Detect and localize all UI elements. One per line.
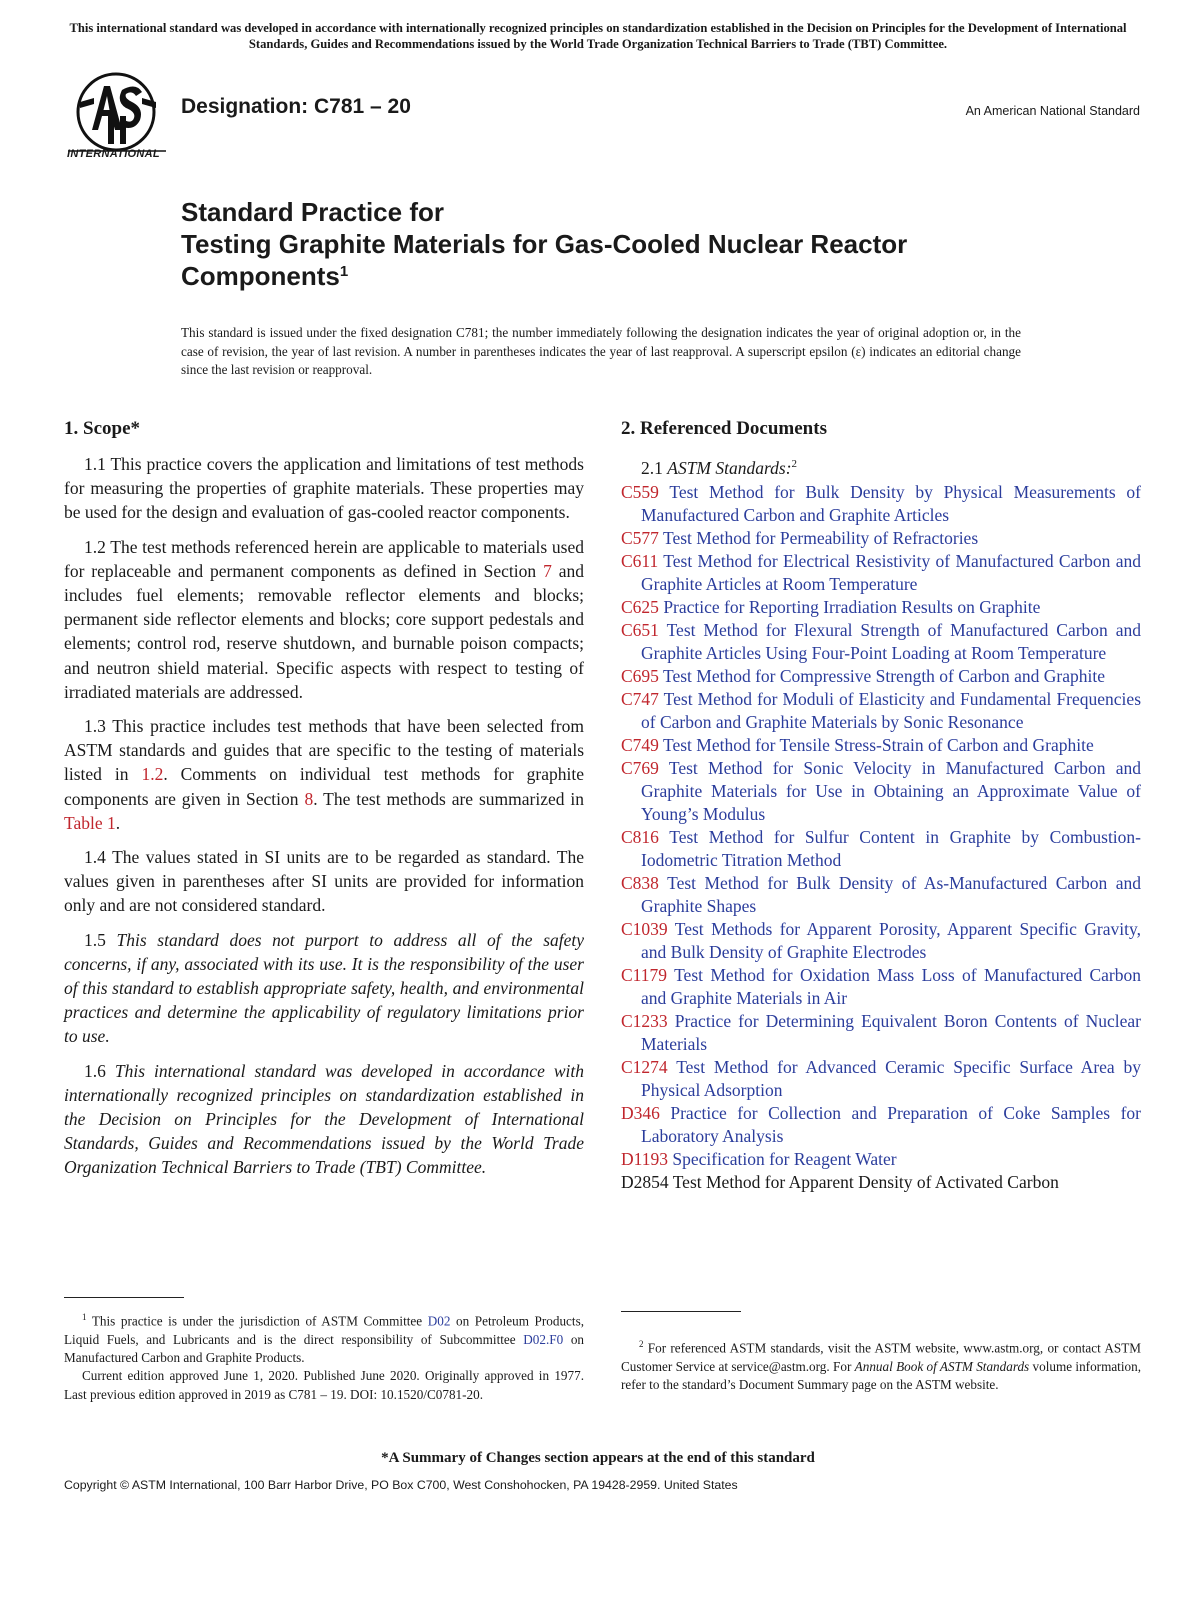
reference-title[interactable]: Test Method for Electrical Resistivity of Manufactured Carbon and Graphite Articles at Room Temperature bbox=[641, 550, 1142, 594]
reference-code[interactable]: C769 bbox=[621, 757, 659, 778]
para-number: 1.2 bbox=[84, 536, 106, 557]
scope-para-1-4 bbox=[64, 845, 584, 918]
para-text: . Comments on individual test methods for graphite components are given in Section bbox=[64, 764, 584, 809]
reference-item[interactable] bbox=[621, 1056, 1141, 1102]
para-text: . The test methods are summarized in bbox=[313, 788, 585, 809]
para-text: This practice covers the application and limitations of test methods for measuring the properties of graphite materials. These properties may be used for the design and evaluation of gas-cooled reactor components. bbox=[64, 454, 584, 523]
scope-para-1-2 bbox=[64, 535, 584, 704]
document-title bbox=[181, 196, 1081, 292]
footnote-rule bbox=[621, 1311, 741, 1312]
reference-item[interactable] bbox=[621, 872, 1141, 918]
reference-title[interactable]: Test Method for Sulfur Content in Graphite by Combustion-Iodometric Titration Method bbox=[641, 826, 1141, 870]
para-number: 2.1 bbox=[641, 457, 663, 478]
para-number: 1.1 bbox=[84, 454, 106, 474]
right-column bbox=[621, 418, 1141, 1194]
reference-title[interactable]: Test Method for Moduli of Elasticity and Fundamental Frequencies of Carbon and Graphite Materials by Sonic Resonance bbox=[641, 688, 1142, 732]
reference-item[interactable] bbox=[621, 596, 1141, 619]
reference-code[interactable]: C559 bbox=[621, 481, 659, 502]
footnote-text: on Manufactured Carbon and Graphite Products. bbox=[64, 1331, 585, 1365]
title-line-3-text: Components bbox=[181, 261, 340, 291]
footnote-rule bbox=[64, 1297, 184, 1298]
reference-code[interactable]: C816 bbox=[621, 826, 659, 847]
reference-item[interactable] bbox=[621, 734, 1141, 757]
reference-code[interactable]: C651 bbox=[621, 619, 659, 640]
reference-title[interactable]: Test Method for Flexural Strength of Manufactured Carbon and Graphite Articles Using Four-Point Loading at Room Temperature bbox=[641, 619, 1142, 663]
reference-code[interactable]: C1039 bbox=[621, 918, 668, 939]
reference-item[interactable] bbox=[621, 918, 1141, 964]
reference-title[interactable]: Test Method for Advanced Ceramic Specific Surface Area by Physical Adsorption bbox=[641, 1056, 1141, 1100]
reference-code[interactable]: C611 bbox=[621, 550, 659, 571]
reference-code[interactable]: D346 bbox=[621, 1102, 660, 1123]
para-text: This standard does not purport to address all of the safety concerns, if any, associated with its use. It is the responsibility of the user of this standard to establish appropriate safety, health, and environmental practices and determine the applicability of regulatory limitations prior to use. bbox=[64, 929, 585, 1047]
top-notice: This international standard was developed in accordance with internationally recognized principles on standardization established in the Decision on Principles for the Development of International Standards, Guides and Recommendations issued by the World Trade Organization Technical Barriers to Trade (TBT) Committee. bbox=[69, 21, 1127, 51]
footnote-2-text bbox=[621, 1335, 1141, 1394]
para-text: The values stated in SI units are to be regarded as standard. The values given in parentheses after SI units are provided for information only and are not considered standard. bbox=[64, 847, 584, 916]
para-number: 1.6 bbox=[84, 1060, 106, 1081]
reference-title[interactable]: Test Methods for Apparent Porosity, Apparent Specific Gravity, and Bulk Density of Graphite Electrodes bbox=[641, 918, 1141, 962]
reference-item[interactable] bbox=[621, 1010, 1141, 1056]
title-line-1: Standard Practice for bbox=[181, 197, 444, 227]
section-1-2-link[interactable]: 1.2 bbox=[141, 764, 164, 785]
astm-logo bbox=[64, 72, 170, 168]
footnote-text: This practice is under the jurisdiction of ASTM Committee bbox=[86, 1313, 428, 1329]
footnote-text: volume information, refer to the standard’s Document Summary page on the ASTM website. bbox=[621, 1358, 1141, 1392]
reference-item[interactable] bbox=[621, 1148, 1141, 1171]
reference-title[interactable]: Practice for Reporting Irradiation Results on Graphite bbox=[663, 596, 1041, 617]
left-column bbox=[64, 418, 584, 1190]
reference-item[interactable] bbox=[621, 527, 1141, 550]
designation: Designation: C781 – 20 bbox=[181, 95, 411, 118]
reference-code[interactable]: D1193 bbox=[621, 1148, 668, 1169]
para-text: This practice includes test methods that have been selected from ASTM standards and guides that are specific to the testing of materials listed in bbox=[64, 716, 584, 785]
scope-para-1-3 bbox=[64, 714, 584, 835]
section-7-link[interactable]: 7 bbox=[543, 560, 552, 581]
reference-title[interactable]: Test Method for Oxidation Mass Loss of Manufactured Carbon and Graphite Materials in Air bbox=[641, 964, 1142, 1008]
reference-code[interactable]: C749 bbox=[621, 734, 659, 755]
para-text: The test methods referenced herein are applicable to materials used for replaceable and permanent components as defined in Section bbox=[64, 536, 585, 581]
para-number: 1.5 bbox=[84, 929, 106, 950]
summary-of-changes-note: *A Summary of Changes section appears at the end of this standard bbox=[381, 1450, 815, 1466]
reference-code[interactable]: D2854 bbox=[621, 1171, 669, 1192]
reference-title[interactable]: Test Method for Permeability of Refractories bbox=[663, 527, 979, 548]
subheading-label: ASTM Standards: bbox=[667, 457, 792, 478]
reference-title[interactable]: Test Method for Apparent Density of Activated Carbon bbox=[672, 1171, 1059, 1192]
reference-item[interactable] bbox=[621, 481, 1141, 527]
reference-title[interactable]: Practice for Determining Equivalent Boron Contents of Nuclear Materials bbox=[641, 1010, 1141, 1054]
section-8-link[interactable]: 8 bbox=[304, 788, 314, 809]
title-line-3 bbox=[181, 260, 1081, 292]
issuance-statement: This standard is issued under the fixed designation C781; the number immediately following the designation indicates the year of original adoption or, in the case of revision, the year of last revision. A number in parentheses indicates the year of last reapproval. A superscript epsilon (ε) indicates an editorial change since the last revision or reapproval. bbox=[181, 325, 1021, 377]
footnote-text: on Petroleum Products, Liquid Fuels, and Lubricants and is the direct responsibility of Subcommittee bbox=[64, 1313, 584, 1347]
reference-title[interactable]: Specification for Reagent Water bbox=[672, 1148, 897, 1169]
reference-list bbox=[621, 481, 1141, 1194]
logo-wordmark: INTERNATIONAL bbox=[67, 148, 160, 160]
reference-code[interactable]: C577 bbox=[621, 527, 659, 548]
scope-para-1-6 bbox=[64, 1059, 584, 1180]
footnote-mark: 2 bbox=[639, 1339, 644, 1349]
para-text: . bbox=[115, 812, 121, 833]
footnote-text: For referenced ASTM standards, visit the ASTM website, www.astm.org, or contact ASTM Customer Service at service@astm.org. For bbox=[621, 1340, 1141, 1374]
scope-para-1-5 bbox=[64, 928, 584, 1049]
reference-code[interactable]: C695 bbox=[621, 665, 659, 686]
reference-item[interactable] bbox=[621, 757, 1141, 826]
para-text: and includes fuel elements; removable reflector elements and blocks; permanent side reflector elements and blocks; core support pedestals and elements; control rod, reserve shutdown, and burnable poison compacts; and neutron shield material. Specific aspects with respect to testing of irradiated materials are addressed. bbox=[64, 560, 584, 702]
reference-code[interactable]: C625 bbox=[621, 596, 659, 617]
footnote-2 bbox=[621, 1335, 1141, 1394]
reference-title[interactable]: Test Method for Bulk Density by Physical Measurements of Manufactured Carbon and Graphite Articles bbox=[641, 481, 1141, 525]
footnote-mark: 1 bbox=[82, 1312, 87, 1322]
reference-item[interactable] bbox=[621, 550, 1141, 596]
subcommittee-d02f0-link[interactable]: D02.F0 bbox=[523, 1331, 564, 1347]
committee-d02-link[interactable]: D02 bbox=[427, 1313, 451, 1329]
para-text: This international standard was developed in accordance with internationally recognized principles on standardization established in the Decision on Principles for the Development of International Standards, Guides and Recommendations issued by the World Trade Organization Technical Barriers to Trade (TBT) Committee. bbox=[64, 1060, 585, 1178]
reference-title[interactable]: Test Method for Bulk Density of As-Manufactured Carbon and Graphite Shapes bbox=[641, 872, 1142, 916]
reference-code[interactable]: C838 bbox=[621, 872, 659, 893]
scope-para-1-1 bbox=[64, 452, 584, 525]
referenced-documents-heading: 2. Referenced Documents bbox=[621, 418, 827, 439]
national-standard-label: An American National Standard bbox=[965, 104, 1140, 118]
reference-title[interactable]: Test Method for Sonic Velocity in Manufactured Carbon and Graphite Materials for Use in Obtaining an Approximate Value of Young’s Modulus bbox=[641, 757, 1141, 824]
para-number: 1.3 bbox=[84, 716, 106, 737]
scope-heading: 1. Scope* bbox=[64, 418, 140, 439]
reference-code[interactable]: C1179 bbox=[621, 964, 668, 985]
reference-code[interactable]: C1274 bbox=[621, 1056, 668, 1077]
reference-item[interactable] bbox=[621, 1102, 1141, 1148]
footnote-1-edition: Current edition approved June 1, 2020. Published June 2020. Originally approved in 1977. Last previous edition approved in 2019 as C781 – 19. DOI: 10.1520/C0781-20. bbox=[64, 1368, 584, 1402]
footnote-1 bbox=[64, 1297, 584, 1404]
title-line-2: Testing Graphite Materials for Gas-Cooled Nuclear Reactor bbox=[181, 229, 908, 259]
reference-item[interactable] bbox=[621, 619, 1141, 665]
reference-item[interactable] bbox=[621, 665, 1141, 688]
reference-title[interactable]: Test Method for Compressive Strength of Carbon and Graphite bbox=[663, 665, 1106, 686]
copyright-line: Copyright © ASTM International, 100 Barr Harbor Drive, PO Box C700, West Conshohocken, PA 19428-2959. United States bbox=[64, 1478, 738, 1492]
footnote-italic-text: Annual Book of ASTM Standards bbox=[854, 1358, 1030, 1374]
reference-item[interactable] bbox=[621, 688, 1141, 734]
reference-item[interactable] bbox=[621, 826, 1141, 872]
reference-item[interactable] bbox=[621, 964, 1141, 1010]
reference-code[interactable]: C747 bbox=[621, 688, 659, 709]
reference-title[interactable]: Practice for Collection and Preparation of Coke Samples for Laboratory Analysis bbox=[641, 1102, 1142, 1146]
reference-item[interactable] bbox=[621, 1171, 1141, 1194]
reference-code[interactable]: C1233 bbox=[621, 1010, 668, 1031]
table-1-link[interactable]: Table 1 bbox=[64, 812, 116, 833]
title-footnote-mark[interactable]: 1 bbox=[339, 263, 349, 280]
footnote-1-text bbox=[64, 1308, 584, 1367]
reference-title[interactable]: Test Method for Tensile Stress-Strain of Carbon and Graphite bbox=[663, 734, 1094, 755]
astm-standards-subheading bbox=[641, 452, 1141, 480]
footnote-2-mark[interactable]: 2 bbox=[791, 458, 798, 470]
para-number: 1.4 bbox=[84, 847, 106, 868]
